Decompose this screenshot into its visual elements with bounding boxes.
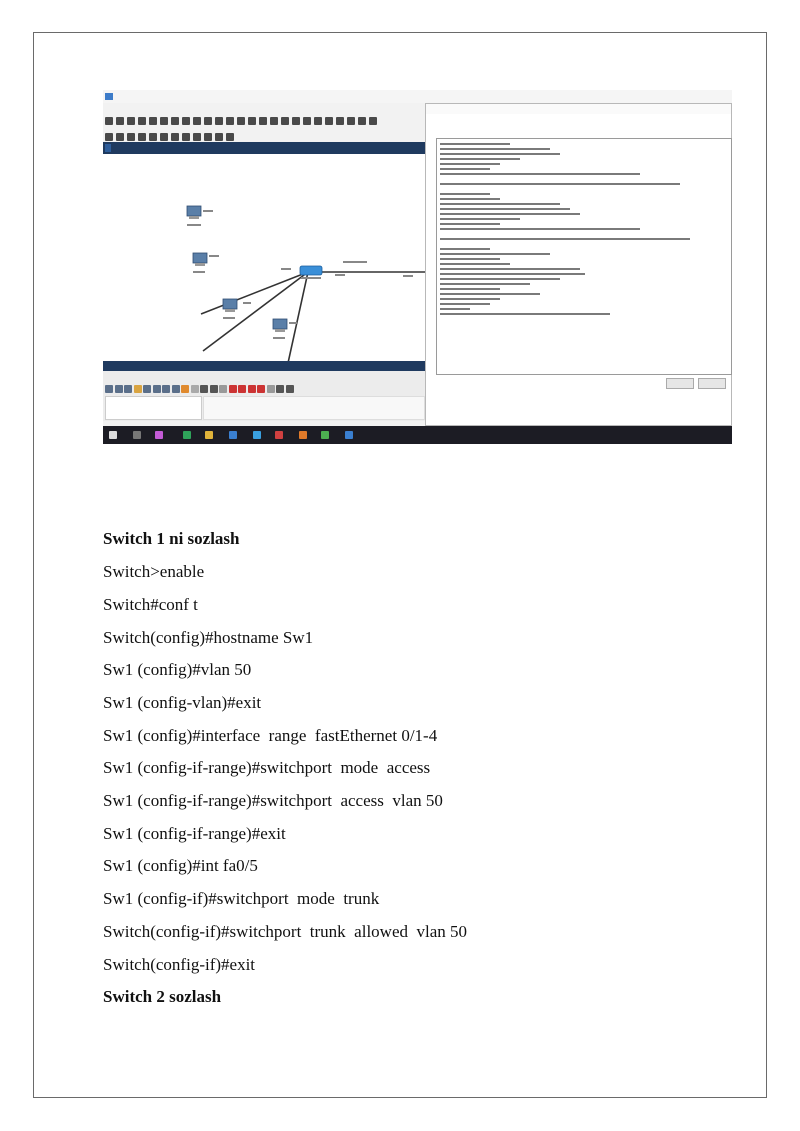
device-list [105, 396, 202, 420]
pc1-icon [193, 253, 207, 266]
realtime-bar [103, 361, 425, 371]
windows-taskbar [103, 426, 732, 444]
workspace-tab-bar [103, 142, 425, 154]
packet-tracer-icon [105, 93, 113, 100]
pc2-icon [223, 299, 237, 312]
tab-logical [105, 144, 111, 152]
switch-cli-window [425, 103, 732, 426]
device-palette [103, 371, 425, 421]
link-pc2-switch [203, 272, 308, 351]
app-titlebar [103, 90, 732, 103]
topology-diagram [103, 154, 425, 361]
command-line: Sw1 (config-if)#switchport mode trunk [103, 889, 380, 908]
secondary-toolbar [103, 128, 423, 140]
command-line: Sw1 (config)#int fa0/5 [103, 856, 258, 875]
cli-header [436, 131, 726, 137]
command-line: Sw1 (config-if-range)#exit [103, 824, 286, 843]
command-line: Sw1 (config-vlan)#exit [103, 693, 262, 712]
command-line: Switch(config-if)#exit [103, 955, 256, 974]
cisco-terminal [436, 138, 732, 375]
command-line: Sw1 (config)#vlan 50 [103, 660, 252, 679]
device-model-area [203, 396, 425, 420]
cli-window-titlebar [426, 104, 731, 114]
menu-bar [103, 103, 423, 111]
link-pc1-switch [201, 272, 308, 314]
command-line: Sw1 (config-if-range)#switchport mode access [103, 758, 431, 777]
packet-tracer-screenshot [103, 90, 732, 444]
command-line: Switch(config)#hostname Sw1 [103, 628, 314, 647]
network-workspace [103, 154, 425, 361]
paste-button [698, 378, 726, 389]
pc0-icon [187, 206, 201, 219]
copy-button [666, 378, 694, 389]
tab-physical [148, 144, 154, 152]
windows-start-icon [109, 431, 117, 439]
main-toolbar [103, 112, 423, 125]
heading-switch1: Switch 1 ni sozlash [103, 529, 240, 548]
heading-switch2: Switch 2 sozlash [103, 987, 222, 1006]
link-pc3-switch [279, 272, 308, 361]
command-line: Switch(config-if)#switchport trunk allowed vlan 50 [103, 922, 468, 941]
command-line: Switch#conf t [103, 595, 198, 614]
command-line: Sw1 (config)#interface range fastEthernet 0/1-4 [103, 726, 438, 745]
switch-icon [300, 266, 322, 275]
pc3-icon [273, 319, 287, 332]
command-line: Sw1 (config-if-range)#switchport access vlan 50 [103, 791, 443, 810]
command-line: Switch>enable [103, 562, 205, 581]
